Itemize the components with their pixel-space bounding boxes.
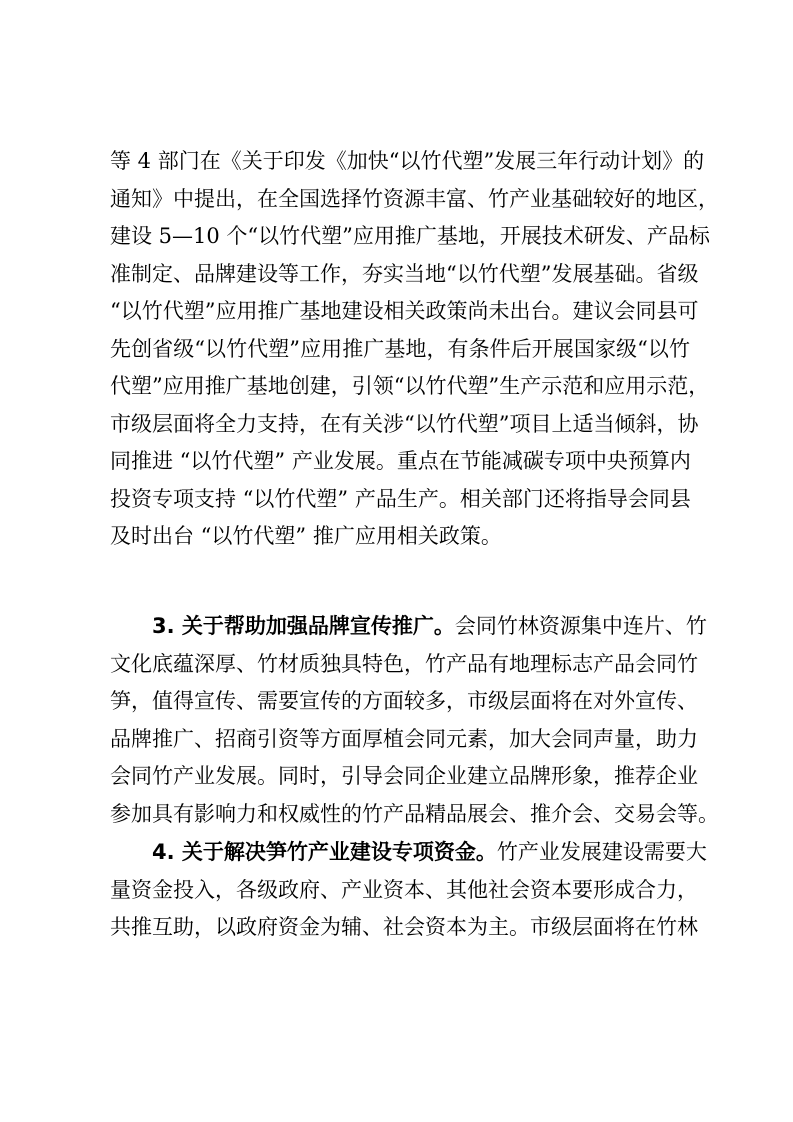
paragraph-line: 等 4 部门在《关于印发《加快“以竹代塑”发展三年行动计划》的 — [110, 149, 705, 173]
paragraph-line: 建设 5—10 个“以竹代塑”应用推广基地，开展技术研发、产品标 — [110, 224, 710, 248]
section-heading-brand-promotion: 3. 关于帮助加强品牌宣传推广。 — [152, 614, 455, 638]
paragraph-line: 投资专项支持 “以竹代塑” 产品生产。相关部门还将指导会同县 — [110, 486, 691, 511]
paragraph-line: 通知》中提出，在全国选择竹资源丰富、竹产业基础较好的地区， — [110, 186, 719, 211]
paragraph-line: 同推进 “以竹代塑” 产业发展。重点在节能减碳专项中央预算内 — [110, 449, 691, 473]
paragraph-first-line — [110, 608, 707, 646]
paragraph-line: 代塑”应用推广基地创建，引领“以竹代塑”生产示范和应用示范， — [110, 374, 710, 398]
paragraph-line-text: 竹产业发展建设需要大 — [496, 840, 707, 864]
paragraph-line: “以竹代塑”应用推广基地建设相关政策尚未出台。建议会同县可 — [110, 299, 699, 323]
paragraph-line: 市级层面将全力支持，在有关涉“以竹代塑”项目上适当倾斜，协 — [110, 411, 699, 436]
paragraph-line: 参加具有影响力和权威性的竹产品精品展会、推介会、交易会等。 — [110, 801, 719, 826]
paragraph-line: 量资金投入，各级政府、产业资本、其他社会资本要形成合力， — [110, 877, 698, 902]
paragraph-line: 准制定、品牌建设等工作，夯实当地“以竹代塑”发展基础。省级 — [110, 261, 699, 286]
paragraph-line: 品牌推广、招商引资等方面厚植会同元素，加大会同声量，助力 — [110, 726, 698, 751]
paragraph-first-line — [110, 834, 707, 872]
paragraph-line: 先创省级“以竹代塑”应用推广基地，有条件后开展国家级“以竹 — [110, 336, 690, 361]
paragraph-special-funds — [110, 834, 707, 947]
paragraph-line: 笋，值得宣传、需要宣传的方面较多，市级层面将在对外宣传、 — [110, 689, 698, 713]
paragraph-line-text: 会同竹林资源集中连片、竹 — [454, 614, 707, 638]
section-heading-special-funds: 4. 关于解决笋竹产业建设专项资金。 — [152, 840, 497, 864]
paragraph-line: 共推互助，以政府资金为辅、社会资本为主。市级层面将在竹林 — [110, 915, 698, 939]
paragraph-line: 及时出台 “以竹代塑” 推广应用相关政策。 — [110, 524, 502, 548]
paragraph-brand-promotion — [110, 608, 719, 833]
paragraph-line: 文化底蕴深厚、竹材质独具特色，竹产品有地理标志产品会同竹 — [110, 651, 698, 676]
paragraph-bamboo-plastic-policy — [110, 143, 719, 556]
paragraph-line: 会同竹产业发展。同时，引导会同企业建立品牌形象，推荐企业 — [110, 764, 698, 788]
